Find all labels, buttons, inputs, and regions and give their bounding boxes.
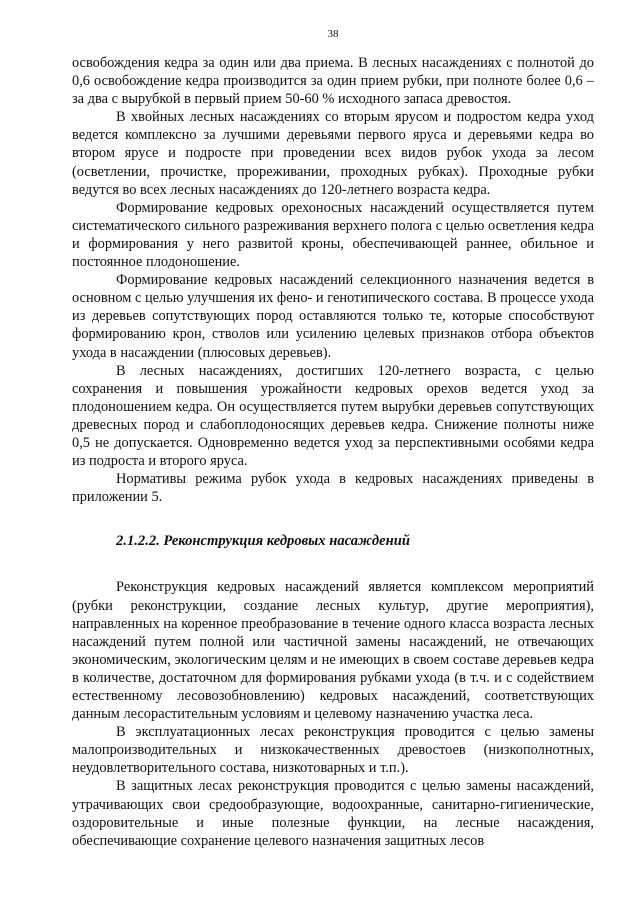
- paragraph-selection-stands: Формирование кедровых насаждений селекционного назначения ведется в основном с целью улучшения их фено- и генотипического состава. В процессе ухода из деревьев сопутствующих пород оставляются только те, которые способствуют формированию крон, стволов или усилению целевых признаков отбора объектов ухода в насаждении (плюсовых деревьев).: [72, 272, 594, 361]
- section-heading: 2.1.2.2. Реконструкция кедровых насаждений: [116, 533, 410, 550]
- paragraph-reconstruction-definition: Реконструкция кедровых насаждений является комплексом мероприятий (рубки реконструкции, создание лесных культур, другие мероприятия), направленных на коренное преобразование в течение одного класса возраста лесных насаждений путем полной или частичной замены насаждений, не отвечающих экономическим, экологическим целям и не имеющих в своем составе деревьев кедра в количестве, достаточном для формирования рубками ухода (в т.ч. и с содействием естественному лесовозобновлению) кедровых насаждений, соответствующих данным лесорастительным условиям и целевому назначению участка леса.: [72, 579, 594, 723]
- paragraph-exploitation-forests: В эксплуатационных лесах реконструкция проводится с целью замены малопроизводительных и низкокачественных древостоев (низкополнотных, неудовлетворительного состава, низкотоварных и т.п.).: [72, 724, 594, 777]
- page-number: 38: [327, 28, 339, 40]
- paragraph-continuation: освобождения кедра за один или два приема. В лесных насаждениях с полнотой до 0,6 освобождение кедра производится за один прием рубки, при полноте более 0,6 – за два с вырубкой в первый прием 50-60 % исходного запаса древостоя.: [72, 55, 594, 108]
- paragraph-fruiting-care: В лесных насаждениях, достигших 120-летнего возраста, с целью сохранения и повышения урожайности кедровых орехов ведется уход за плодоношением кедра. Он осуществляется путем вырубки деревьев сопутствующих древесных пород и слабоплодоносящих деревьев кедра. Снижение полноты ниже 0,5 не допускается. Одновременно ведется уход за перспективными особями кедра из подроста и второго яруса.: [72, 362, 594, 470]
- paragraph-nut-bearing-formation: Формирование кедровых орехоносных насаждений осуществляется путем систематического сильного разреживания верхнего полога с целью осветления кедра и формирования у него развитой кроны, обеспечивающей раннее, обильное и постоянное плодоношение.: [72, 199, 594, 271]
- paragraph-coniferous-care: В хвойных лесных насаждениях со вторым ярусом и подростом кедра уход ведется комплексно за лучшими деревьями первого яруса и деревьями кедра во втором ярусе и подросте при проведении всех видов рубок ухода за лесом (осветлении, прочистке, прореживании, проходных рубках). Проходные рубки ведутся во всех лесных насаждениях до 120-летнего возраста кедра.: [72, 109, 594, 198]
- paragraph-norms-reference: Нормативы режима рубок ухода в кедровых насаждениях приведены в приложении 5.: [72, 471, 594, 506]
- paragraph-protective-forests: В защитных лесах реконструкция проводится с целью замены насаждений, утрачивающих свои средообразующие, водоохранные, санитарно-гигиенические, оздоровительные и иные полезные функции, на лесные насаждения, обеспечивающие сохранение целевого назначения защитных лесов: [72, 778, 594, 849]
